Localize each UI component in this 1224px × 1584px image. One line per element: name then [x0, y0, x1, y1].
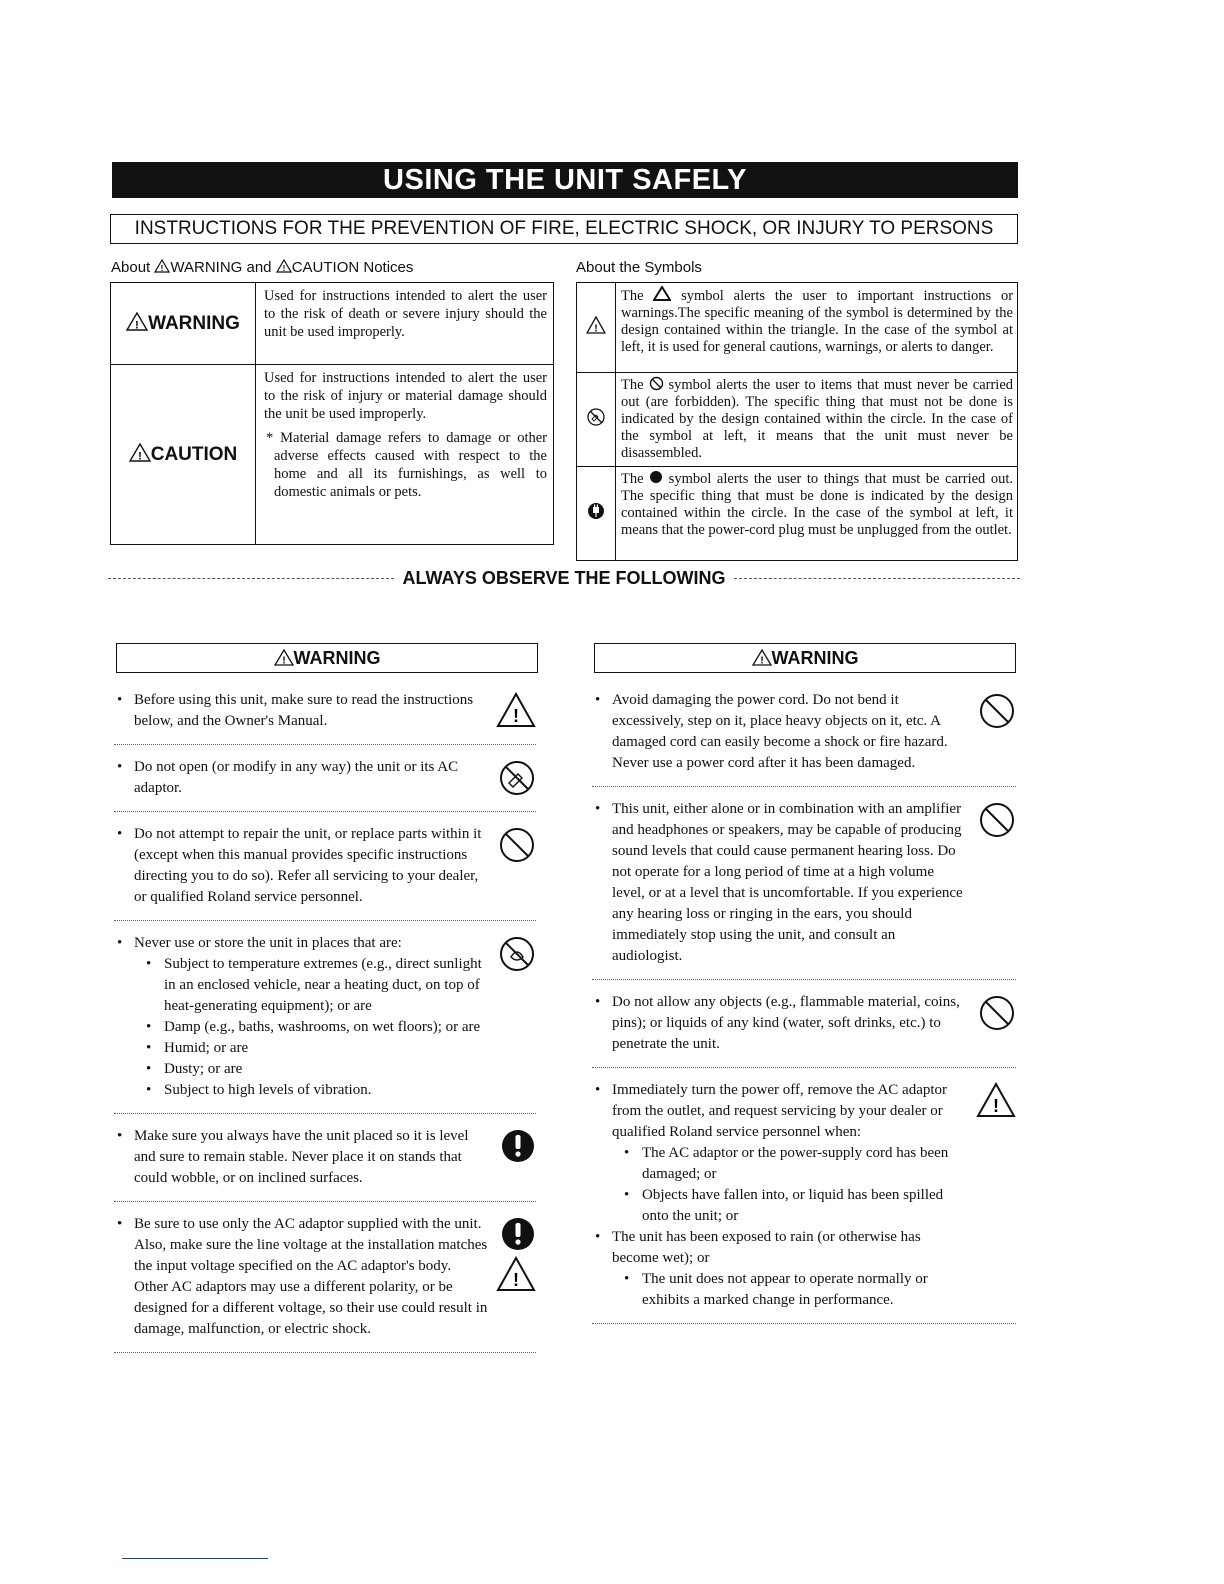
notices-label-and: and	[246, 259, 272, 276]
left-warning-heading	[116, 643, 538, 673]
left-dotted-rule	[108, 578, 394, 579]
always-observe-divider	[108, 566, 1020, 590]
left-item6-text: Be sure to use only the AC adaptor supplied with the unit. Also, make sure the line voltage at the installation matches the input voltage specified on the AC adaptor's body. Other AC adaptors may use a different polarity, or be designed for a different voltage, so their use could result in damage, malfunction, or electric shock.	[134, 1216, 488, 1337]
page-title: USING THE UNIT SAFELY	[112, 162, 1018, 198]
svg-text:!: !	[281, 655, 286, 666]
left-item1-text: Before using this unit, make sure to read the instructions below, and the Owner's Manual.	[134, 692, 474, 729]
svg-text:!: !	[161, 264, 164, 273]
warning-triangle-icon	[752, 649, 772, 666]
warning-triangle-icon	[154, 259, 170, 273]
prohibited-icon	[978, 692, 1016, 730]
symbol-dot-text-a: The	[621, 471, 644, 487]
triangle-icon	[653, 286, 671, 301]
right-warning-heading	[594, 643, 1016, 673]
left-item5-text: Make sure you always have the unit placed so it is level and sure to remain stable. Never place it on stands that could wobble, or on inclined surfaces.	[134, 1128, 469, 1186]
left-item4-sub: • Subject to temperature extremes (e.g., direct sunlight in an enclosed vehicle, near a heating duct, on top of heat-generating equipment); or are	[134, 954, 488, 1017]
warning-notice-title-cell	[111, 283, 256, 365]
caution-triangle-icon	[129, 443, 151, 462]
symbol-triangle-text-b: symbol alerts the user to important instructions or warnings.The specific meaning of the symbol is determined by the design contained within the triangle. In the case of the symbol at left, it is used for general cautions, warnings, or alerts to danger.	[621, 288, 1014, 355]
svg-text:!: !	[759, 655, 764, 666]
left-item2-text: Do not open (or modify in any way) the unit or its AC adaptor.	[134, 759, 459, 796]
right-item4-sub: • The AC adaptor or the power-supply cord has been damaged; or	[612, 1143, 968, 1185]
symbol-circle-cell	[577, 373, 616, 467]
left-item3-text: Do not attempt to repair the unit, or replace parts within it (except when this manual provides specific instructions directing you to do so). Refer all servicing to your dealer, or qualified Roland service personnel.	[134, 826, 482, 905]
list-item	[114, 1126, 536, 1202]
no-disassemble-icon	[586, 407, 606, 427]
right-dotted-rule	[734, 578, 1020, 579]
svg-text:!: !	[513, 1270, 519, 1290]
symbol-dot-text	[616, 467, 1018, 561]
symbol-circle-text-a: The	[621, 377, 644, 393]
warning-triangle-icon	[976, 1082, 1016, 1118]
right-item4-text: Immediately turn the power off, remove the AC adaptor from the outlet, and request servicing by your dealer or qualified Roland service personnel when:	[612, 1082, 948, 1140]
right-item3-text: Do not allow any objects (e.g., flammable material, coins, pins); or liquids of any kind (water, soft drinks, etc.) to penetrate the unit.	[612, 994, 960, 1052]
footer-rule	[122, 1558, 268, 1559]
prohibited-icon	[498, 826, 536, 864]
list-item	[114, 690, 536, 745]
symbol-circle-text-b: symbol alerts the user to items that must never be carried out (are forbidden). The specific thing that must not be done is indicated by the design contained within the circle. In the case of the symbol at left, it means that the unit must never be disassembled.	[621, 377, 1014, 461]
svg-text:!: !	[993, 1096, 999, 1116]
warning-triangle-icon	[274, 649, 294, 666]
caution-notice-note: * Material damage refers to damage or other adverse effects caused with respect to the home and all its furnishings, as well to domestic animals or pets.	[266, 430, 547, 500]
caution-triangle-icon	[276, 259, 292, 273]
left-item4-sub: • Dusty; or are	[134, 1059, 488, 1080]
right-item1-text: Avoid damaging the power cord. Do not bend it excessively, step on it, place heavy objects on it, etc. A damaged cord can easily become a shock or fire hazard. Never use a power cord after it has been damaged.	[612, 692, 948, 771]
symbols-label: About the Symbols	[576, 259, 702, 276]
list-item	[114, 757, 536, 812]
prohibited-icon	[978, 801, 1016, 839]
symbol-dot-cell	[577, 467, 616, 561]
left-warning-list	[114, 690, 536, 1365]
list-item	[592, 1080, 1016, 1324]
prohibited-icon	[649, 376, 664, 391]
notices-label	[111, 258, 413, 278]
left-warning-heading-text: WARNING	[293, 648, 381, 668]
page-subtitle: INSTRUCTIONS FOR THE PREVENTION OF FIRE, ELECTRIC SHOCK, OR INJURY TO PERSONS	[110, 214, 1018, 244]
no-disassemble-icon	[498, 759, 536, 797]
svg-text:!: !	[594, 323, 598, 334]
left-item4-text: Never use or store the unit in places that are:	[134, 935, 402, 951]
left-item4-sub: • Damp (e.g., baths, washrooms, on wet floors); or are	[134, 1017, 488, 1038]
right-item4-plain: • The unit has been exposed to rain (or otherwise has become wet); or	[592, 1227, 968, 1269]
svg-text:!: !	[282, 264, 286, 273]
symbol-triangle-text-a: The	[621, 288, 644, 304]
warning-notice-text: Used for instructions intended to alert the user to the risk of death or severe injury should the unit be used improperly.	[256, 283, 554, 365]
list-item	[592, 799, 1016, 980]
right-warning-list	[592, 690, 1016, 1336]
caution-notice-text-cell	[256, 365, 554, 545]
right-item4-sub-last: • The unit does not appear to operate normally or exhibits a marked change in performance.	[612, 1269, 968, 1311]
required-dot-icon	[649, 470, 663, 484]
list-item	[114, 824, 536, 921]
notices-table	[110, 282, 554, 545]
notices-label-warning: WARNING	[170, 259, 243, 276]
unplug-icon	[586, 501, 606, 521]
no-moisture-icon	[498, 935, 536, 973]
left-item4-sub: • Humid; or are	[134, 1038, 488, 1059]
notices-label-caution: CAUTION Notices	[291, 259, 414, 276]
symbol-circle-text	[616, 373, 1018, 467]
right-warning-heading-text: WARNING	[771, 648, 859, 668]
list-item	[592, 992, 1016, 1068]
warning-notice-title: WARNING	[148, 313, 240, 334]
symbol-triangle-text	[616, 283, 1018, 373]
mandatory-action-icon	[500, 1128, 536, 1164]
caution-notice-text: Used for instructions intended to alert the user to the risk of injury or material damage should the unit be used improperly.	[264, 370, 547, 422]
symbol-triangle-cell	[577, 283, 616, 373]
right-item2-text: This unit, either alone or in combination with an amplifier and headphones or speakers, may be capable of producing sound levels that could cause permanent hearing loss. Do not operate for a long period of time at a high volume level, or at a level that is uncomfortable. If you experience any hearing loss or ringing in the ears, you should immediately stop using the unit, and consult an audiologist.	[612, 801, 963, 964]
svg-text:!: !	[137, 450, 142, 462]
general-warning-triangle-icon	[586, 316, 606, 334]
list-item	[592, 690, 1016, 787]
list-item	[114, 1214, 536, 1353]
always-observe-heading: ALWAYS OBSERVE THE FOLLOWING	[402, 567, 726, 588]
symbols-table	[576, 282, 1018, 561]
warning-triangle-icon	[496, 692, 536, 728]
symbol-dot-text-b: symbol alerts the user to things that must be carried out. The specific thing that must be done is indicated by the design contained within the circle. In the case of the symbol at left, it means that the power-cord plug must be unplugged from the outlet.	[621, 471, 1013, 538]
caution-notice-title-cell	[111, 365, 256, 545]
prohibited-icon	[978, 994, 1016, 1032]
left-item4-sub: • Subject to high levels of vibration.	[134, 1080, 488, 1101]
notices-label-prefix: About	[111, 259, 151, 276]
svg-text:!: !	[135, 319, 139, 331]
svg-text:!: !	[513, 706, 519, 726]
right-item4-sub: • Objects have fallen into, or liquid has been spilled onto the unit; or	[612, 1185, 968, 1227]
mandatory-action-icon	[500, 1216, 536, 1252]
warning-triangle-icon	[496, 1256, 536, 1292]
caution-notice-title: CAUTION	[150, 444, 238, 465]
list-item	[114, 933, 536, 1114]
warning-triangle-icon	[126, 312, 148, 331]
